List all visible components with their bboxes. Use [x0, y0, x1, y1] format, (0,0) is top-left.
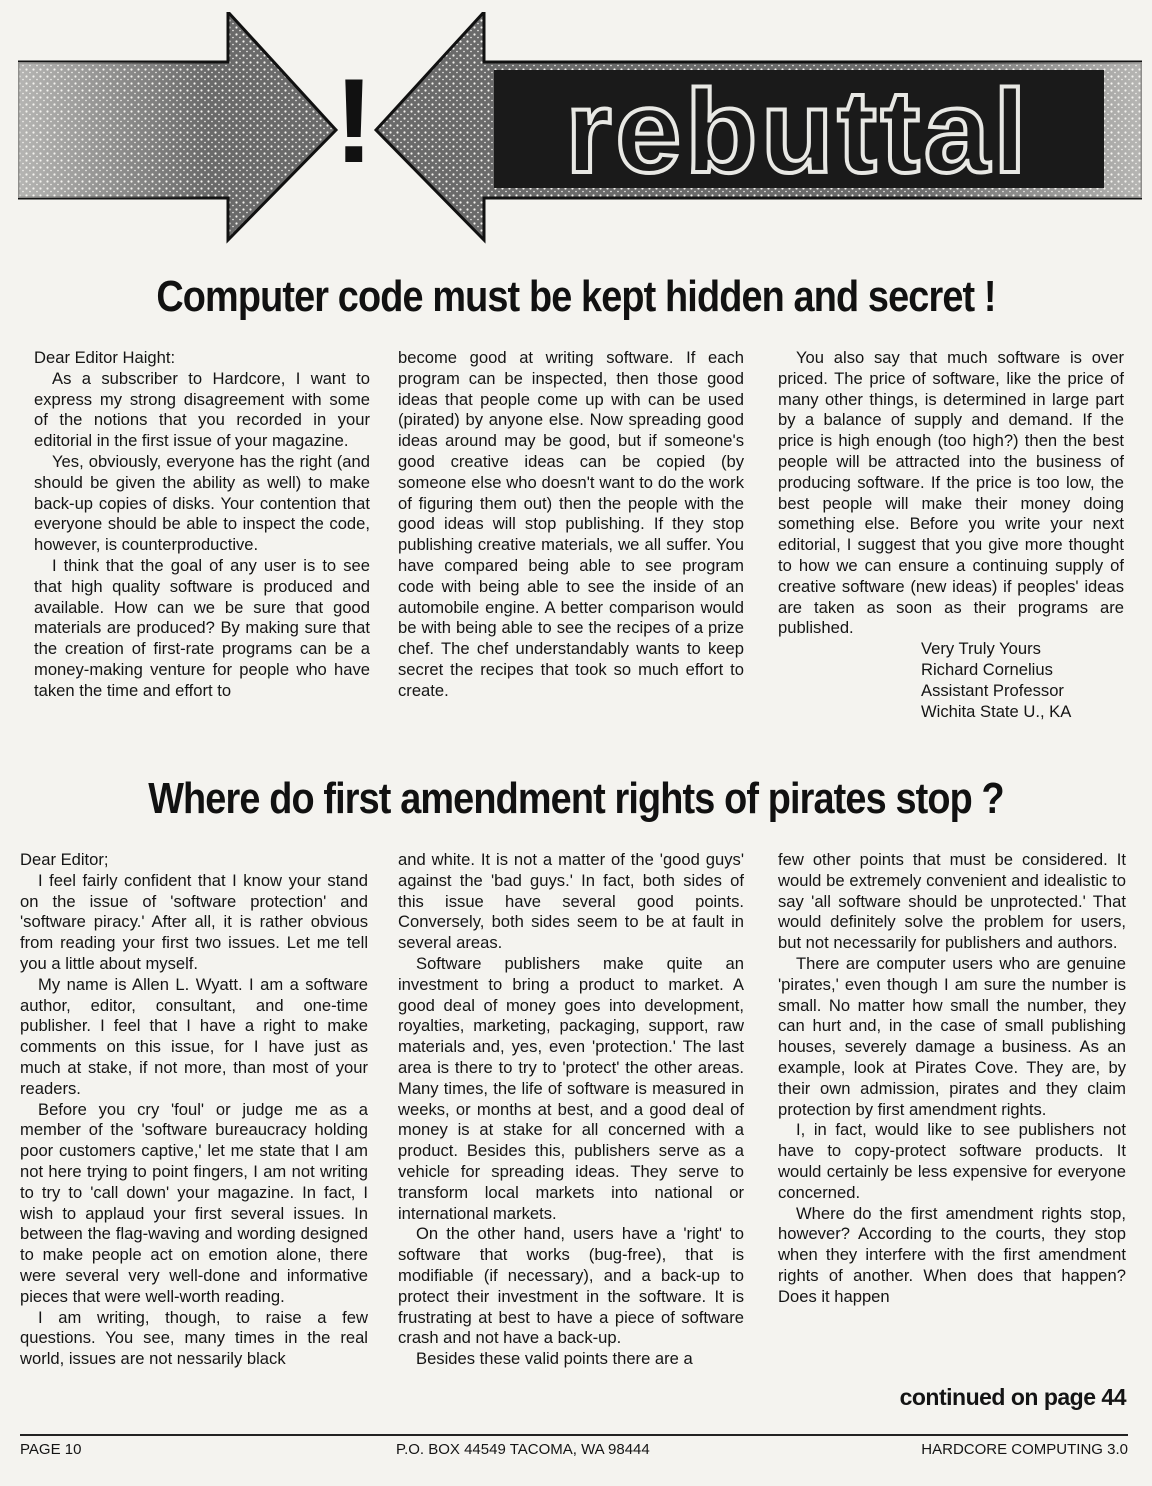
paragraph: There are computer users who are genuine 'pirates,' even though I am sure the number is small. No matter how small the number, they can hurt and, in the case of small publishing houses, severely damage a business. As an example, look at Pirates Cove. They are, by their own admission, pirates and they claim protection by first amendment rights.: [778, 953, 1126, 1119]
paragraph: My name is Allen L. Wyatt. I am a software author, editor, consultant, and one-time publisher. I feel that I have a right to make comments on this issue, for I have just as much at stake, if not more, than most of your readers.: [20, 974, 368, 1098]
article1-column-1: [34, 348, 370, 702]
headline-code-secret: Computer code must be kept hidden and secret !: [156, 272, 996, 321]
paragraph: and white. It is not a matter of the 'good guys' against the 'bad guys.' In fact, both sides of this issue have several good points. Conversely, both sides seem to be at fault in several areas.: [398, 850, 744, 953]
signature-line: Very Truly Yours: [921, 639, 1041, 659]
mailing-address: P.O. BOX 44549 TACOMA, WA 98444: [396, 1441, 650, 1458]
banner-word: rebuttal: [565, 66, 1031, 198]
signature-name: Richard Cornelius: [921, 659, 1053, 679]
paragraph: You also say that much software is over priced. The price of software, like the price of many other things, is determined in large part by a balance of supply and demand. If the price is high enough (too high?) then the best people will be attracted into the business of producing software. If the price is too low, the best people will make their money doing something else. Before you write your next editorial, I suggest that you give more thought to how we can ensure a continuing supply of creative software (new ideas) if peoples' ideas are taken as soon as their programs are published.: [778, 348, 1124, 638]
paragraph: become good at writing software. If each program can be inspected, then those good ideas that people come up with can be used (pirated) by anyone else. Now spreading good ideas around may be good, but if someone's good creative ideas can be copied (by someone else who doesn't want to do the work of figuring them out) then the people with the good ideas will stop publishing. If they stop publishing creative materials, we all suffer. You have compared being able to see program code with being able to see the inside of an automobile engine. A better comparison would be with being able to see the recipes of a prize chef. The chef understandably wants to keep secret the recipes that took so much effort to create.: [398, 348, 744, 700]
paragraph: Software publishers make quite an investment to bring a product to market. A good deal of money goes into development, royalties, marketing, packaging, support, raw materials and, yes, even 'protection.' The last area is there to try to 'protect' the other areas. Many times, the life of software is measured in weeks, or months at best, and a good deal of money is at stake for all concerned with a product. Besides this, publishers serve as a vehicle for spreading ideas. They serve to transform local markets into national or international markets.: [398, 953, 744, 1223]
article1-column-2: [398, 348, 744, 702]
signature-affiliation: Wichita State U., KA: [921, 701, 1072, 721]
paragraph: I think that the goal of any user is to see that high quality software is produced and available. How can we be sure that good materials are produced? By making sure that the creation of first-rate programs can be a money-making venture for people who have taken the time and effort to: [34, 555, 370, 700]
article2-column-2: [398, 850, 744, 1370]
page-number: PAGE 10: [20, 1441, 82, 1458]
paragraph: Where do the first amendment rights stop, however? According to the courts, they stop when they interfere with the first amendment rights of another. When does that happen? Does it happen: [778, 1203, 1126, 1306]
paragraph: Before you cry 'foul' or judge me as a member of the 'software bureaucracy holding poor customers captive,' let me state that I am not here trying to point fingers, I am not writing to try to 'call down' your magazine. In fact, I wish to applaud your first several issues. In between the flag-waving and wording designed to make people act on emotion alone, there were several very well-done and informative pieces that were well-worth reading.: [20, 1099, 368, 1306]
article1-column-3: [778, 348, 1124, 722]
article2-column-3: [778, 850, 1126, 1308]
headline-first-amendment: Where do first amendment rights of pirates stop ?: [148, 774, 1004, 823]
paragraph: As a subscriber to Hardcore, I want to express my strong disagreement with some of the notions that you recorded in your editorial in the first issue of your magazine.: [34, 368, 370, 451]
paragraph: Yes, obviously, everyone has the right (and should be given the ability as well) to make back-up copies of disks. Your contention that everyone should be able to inspect the code, however, is counterproductive.: [34, 451, 370, 555]
salutation: Dear Editor;: [20, 850, 109, 869]
paragraph: On the other hand, users have a 'right' to software that works (bug-free), that is modifiable (if necessary), and a back-up to protect their investment in the software. It is frustrating at best to have a piece of software crash and not have a back-up.: [398, 1224, 744, 1348]
paragraph: I feel fairly confident that I know your stand on the issue of 'software protection' and 'software piracy.' After all, it is rather obvious from reading your first two issues. Let me tell you a little about myself.: [20, 870, 368, 973]
banner-exclamation: !: [334, 54, 374, 188]
paragraph: few other points that must be considered. It would be extremely convenient and idealistic to say 'all software should be unprotected.' That would definitely solve the problem for users, but not necessarily for publishers and authors.: [778, 850, 1126, 953]
continued-notice: continued on page 44: [899, 1384, 1126, 1410]
paragraph: Besides these valid points there are a: [416, 1349, 693, 1369]
rebuttal-banner: [18, 12, 1142, 248]
paragraph: I, in fact, would like to see publishers not have to copy-protect software products. It would certainly be less expensive for everyone concerned.: [778, 1120, 1126, 1202]
article2-column-1: [20, 850, 368, 1370]
page-footer: [20, 1434, 1128, 1460]
paragraph: I am writing, though, to raise a few questions. You see, many times in the real world, issues are not nessarily black: [20, 1307, 368, 1369]
salutation: Dear Editor Haight:: [34, 348, 176, 367]
signature-title: Assistant Professor: [921, 680, 1064, 700]
issue-label: HARDCORE COMPUTING 3.0: [921, 1441, 1128, 1458]
